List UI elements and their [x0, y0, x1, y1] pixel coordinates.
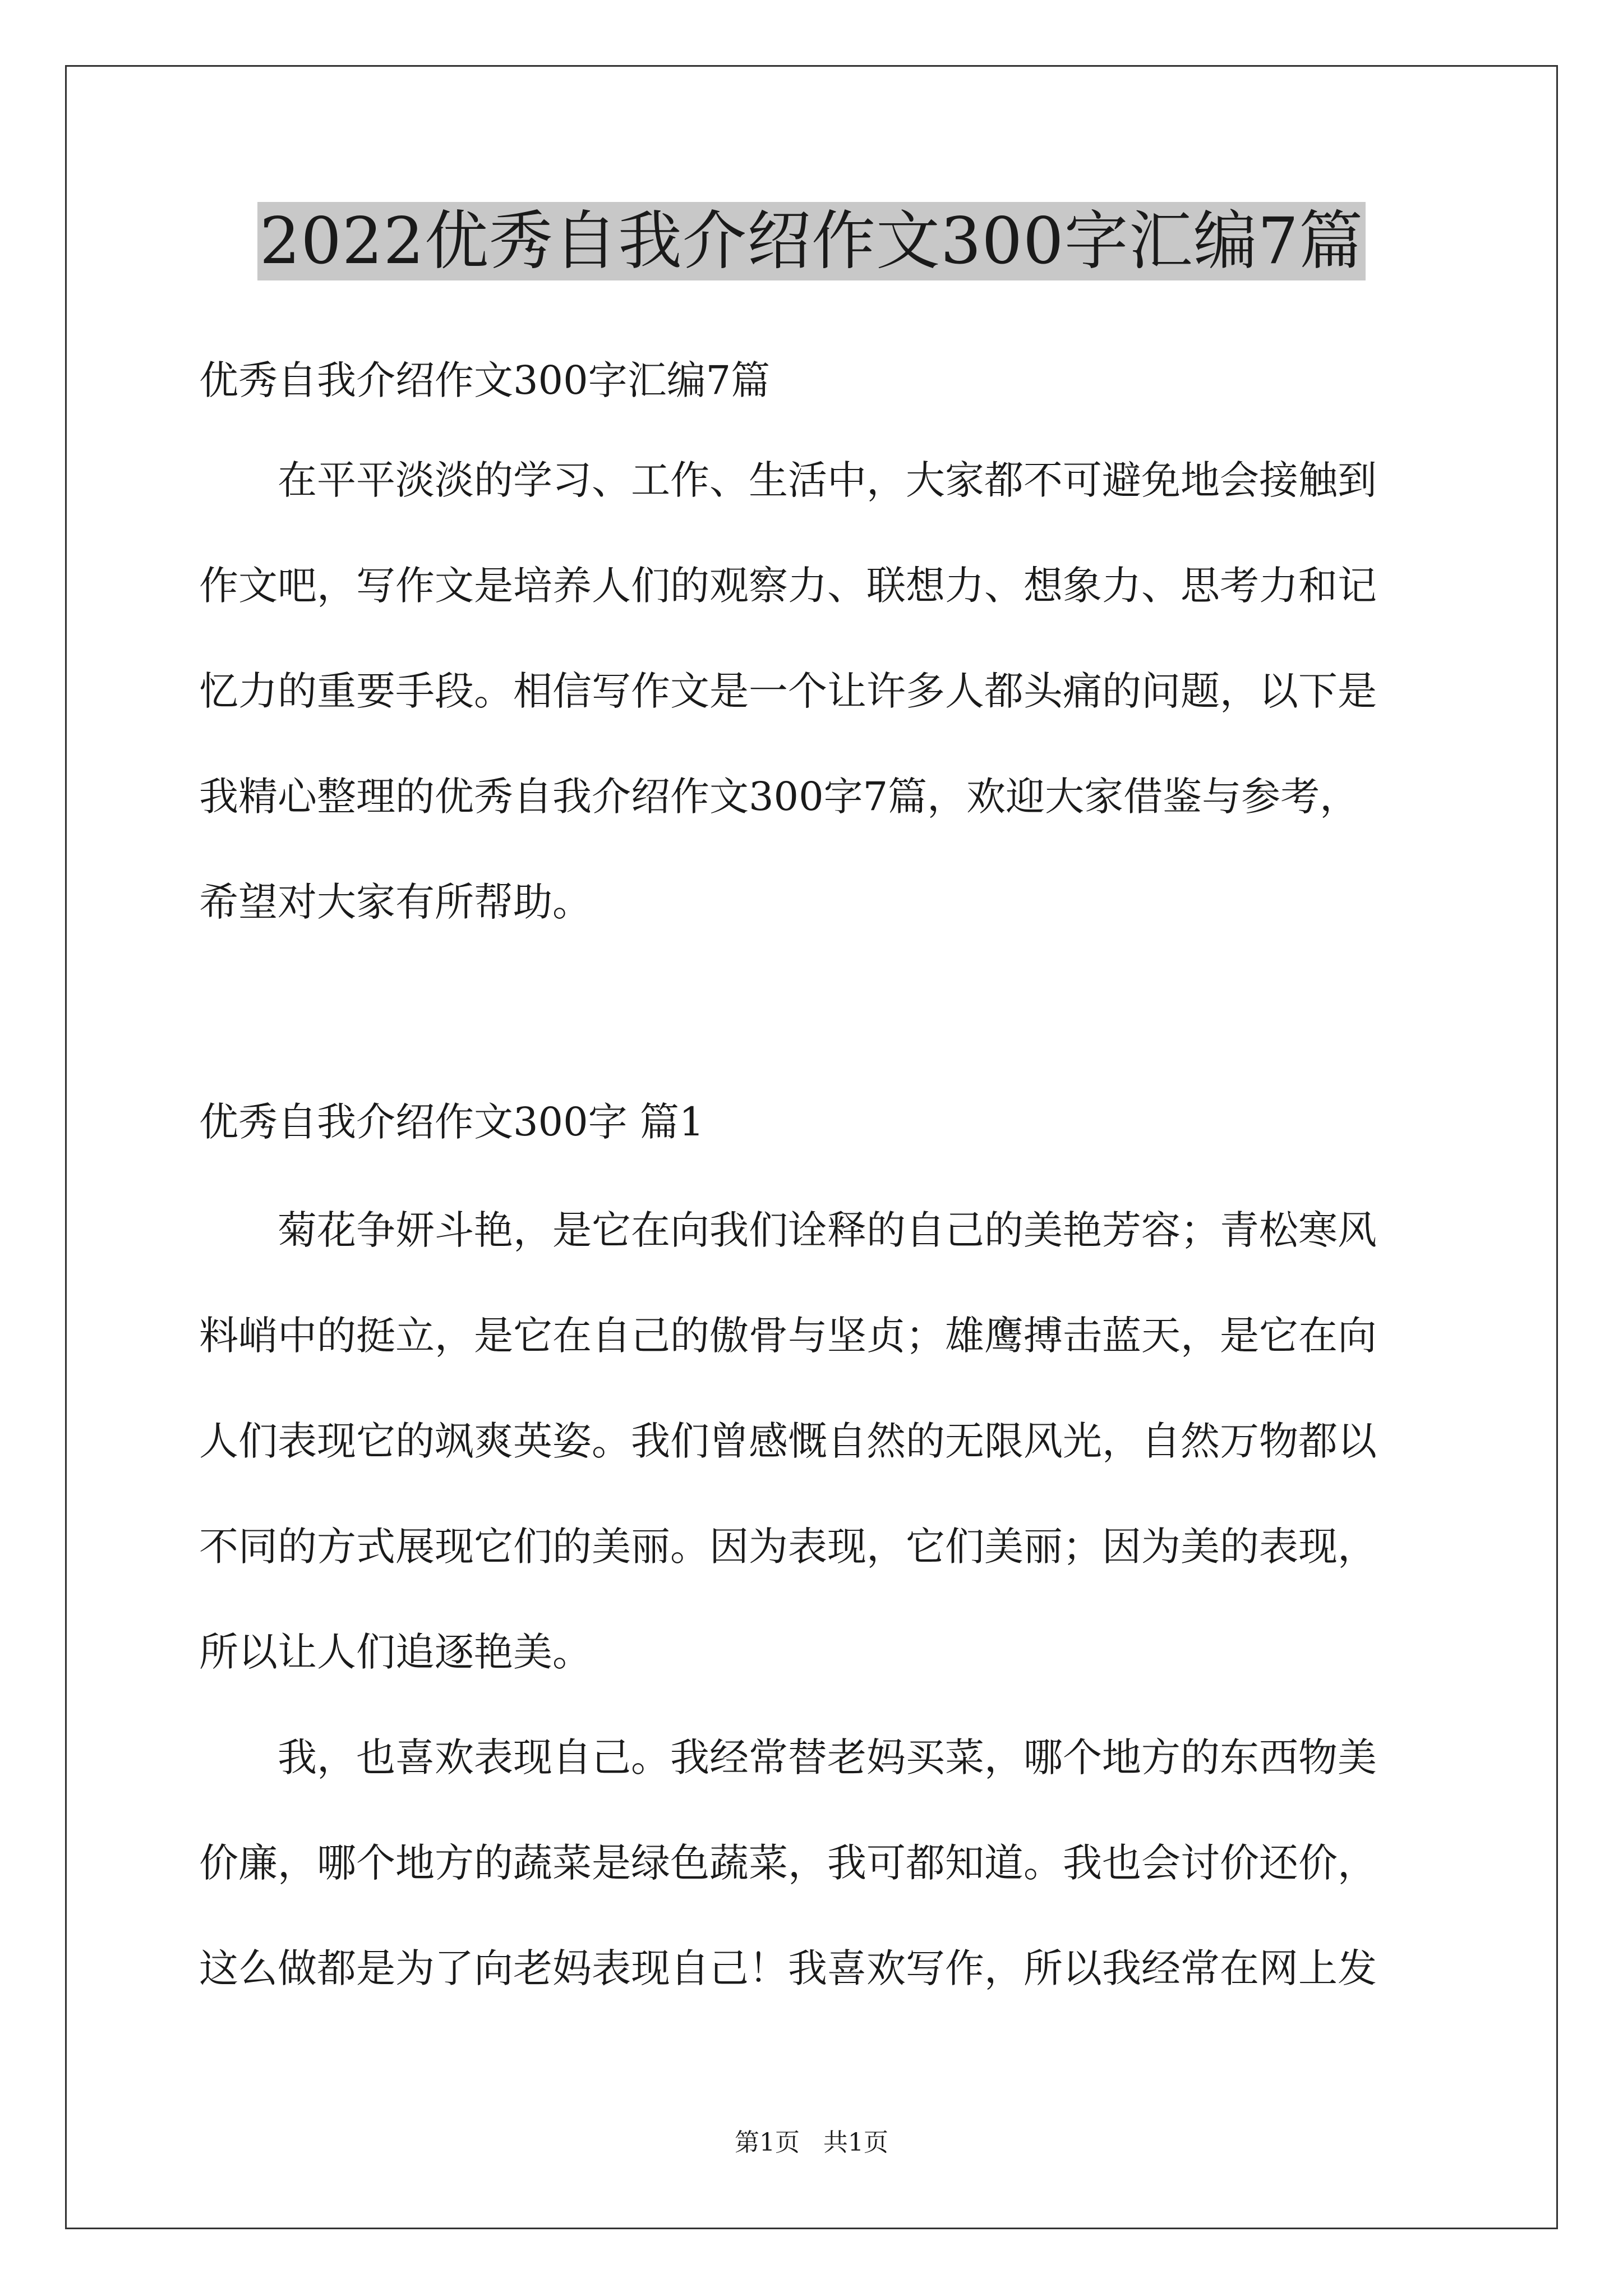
paragraph-line: 希望对大家有所帮助。 — [199, 879, 592, 925]
section-heading: 优秀自我介绍作文300字 篇1 — [199, 1099, 704, 1145]
body-paragraph-2 — [199, 1729, 1433, 2046]
paragraph-line: 不同的方式展现它们的美丽。因为表现，它们美丽；因为美的表现， — [199, 1524, 1377, 1570]
paragraph-line: 我精心整理的优秀自我介绍作文300字7篇，欢迎大家借鉴与参考， — [199, 774, 1359, 820]
paragraph-line: 作文吧，写作文是培养人们的观察力、联想力、想象力、思考力和记 — [199, 563, 1377, 609]
document-subtitle: 优秀自我介绍作文300字汇编7篇 — [199, 357, 771, 403]
paragraph-line: 料峭中的挺立，是它在自己的傲骨与坚贞；雄鹰搏击蓝天，是它在向 — [199, 1313, 1377, 1359]
paragraph-line: 在平平淡淡的学习、工作、生活中，大家都不可避免地会接触到 — [278, 457, 1377, 503]
paragraph-line: 所以让人们追逐艳美。 — [199, 1629, 592, 1675]
paragraph-line: 忆力的重要手段。相信写作文是一个让许多人都头痛的问题，以下是 — [199, 668, 1377, 714]
paragraph-line: 这么做都是为了向老妈表现自己！我喜欢写作，所以我经常在网上发 — [199, 1945, 1377, 1991]
paragraph-line: 人们表现它的飒爽英姿。我们曾感慨自然的无限风光，自然万物都以 — [199, 1418, 1377, 1464]
title-container — [0, 202, 1623, 280]
paragraph-line: 菊花争妍斗艳，是它在向我们诠释的自己的美艳芳容；青松寒风 — [278, 1207, 1377, 1253]
paragraph-line: 我，也喜欢表现自己。我经常替老妈买菜，哪个地方的东西物美 — [278, 1734, 1377, 1780]
body-paragraph-1 — [199, 1202, 1433, 1729]
intro-paragraph — [199, 452, 1433, 979]
document-title: 2022优秀自我介绍作文300字汇编7篇 — [257, 202, 1366, 280]
page-footer: 第1页 共1页 — [735, 2128, 888, 2157]
paragraph-line: 价廉，哪个地方的蔬菜是绿色蔬菜，我可都知道。我也会讨价还价， — [199, 1840, 1377, 1886]
